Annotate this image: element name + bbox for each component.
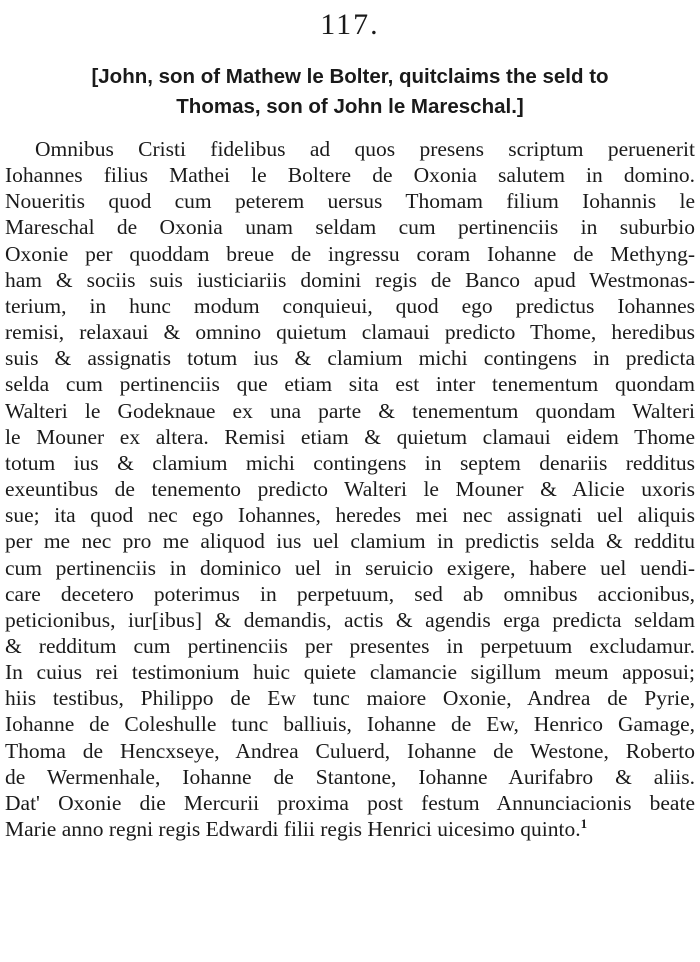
page-number: 117. (320, 8, 380, 41)
text-line: terium, in hunc modum conquieui, quod ego predictus Iohannes (5, 293, 695, 318)
footnote-marker[interactable]: 1 (580, 815, 588, 831)
text-line: totum ius & clamium michi contingens in septem denariis redditus (5, 450, 695, 475)
text-line: Walteri le Godeknaue ex una parte & tenementum quondam Walteri (5, 398, 695, 423)
text-line: Oxonie per quoddam breue de ingressu coram Iohanne de Methyng- (5, 241, 695, 266)
text-line: le Mouner ex altera. Remisi etiam & quietum clamaui eidem Thome (5, 424, 695, 449)
text-line: de Wermenhale, Iohanne de Stantone, Iohanne Aurifabro & aliis. (5, 764, 695, 789)
text-line: selda cum pertinenciis que etiam sita est inter tenementum quondam (5, 372, 695, 397)
text-line: Mareschal de Oxonia unam seldam cum pertinenciis in suburbio (5, 215, 695, 240)
text-line: hiis testibus, Philippo de Ew tunc maiore Oxonie, Andrea de Pyrie, (5, 686, 695, 711)
charter-heading (30, 62, 670, 122)
text-line: exeuntibus de tenemento predicto Walteri le Mouner & Alicie uxoris (5, 477, 695, 502)
text-line: Iohanne de Coleshulle tunc balliuis, Iohanne de Ew, Henrico Gamage, (5, 712, 695, 737)
text-line: sue; ita quod nec ego Iohannes, heredes mei nec assignati uel aliquis (5, 503, 695, 528)
final-line-text: Marie anno regni regis Edwardi filii regis Henrici uicesimo quinto. (5, 817, 581, 842)
charter-text (5, 136, 695, 842)
text-line: remisi, relaxaui & omnino quietum clamaui predicto Thome, heredibus (5, 320, 695, 345)
text-line-final (5, 816, 695, 842)
text-line: & redditum cum pertinenciis per presentes in perpetuum excludamur. (5, 633, 695, 658)
text-line: cum pertinenciis in dominico uel in seruicio exigere, habere uel uendi- (5, 555, 695, 580)
text-line: per me nec pro me aliquod ius uel clamium in predictis selda & redditu (5, 529, 695, 554)
text-line: care decetero poterimus in perpetuum, sed ab omnibus accionibus, (5, 581, 695, 606)
text-line: peticionibus, iur[ibus] & demandis, actis & agendis erga predicta seldam (5, 607, 695, 632)
text-line: Dat' Oxonie die Mercurii proxima post festum Annunciacionis beate (5, 790, 695, 815)
text-line: Iohannes filius Mathei le Boltere de Oxonia salutem in domino. (5, 163, 695, 188)
text-line: Omnibus Cristi fidelibus ad quos presens scriptum peruenerit (35, 137, 695, 161)
text-line: ham & sociis suis iusticiariis domini regis de Banco apud Westmonas- (5, 267, 695, 292)
text-line: suis & assignatis totum ius & clamium michi contingens in predicta (5, 346, 695, 371)
heading-line: [John, son of Mathew le Bolter, quitclaims the seld to (91, 65, 609, 88)
heading-line: Thomas, son of John le Mareschal.] (176, 95, 524, 118)
text-line: In cuius rei testimonium huic quiete clamancie sigillum meum apposui; (5, 660, 695, 685)
text-line: Noueritis quod cum peterem uersus Thomam filium Iohannis le (5, 189, 695, 214)
text-line: Thoma de Hencxseye, Andrea Culuerd, Iohanne de Westone, Roberto (5, 738, 695, 763)
